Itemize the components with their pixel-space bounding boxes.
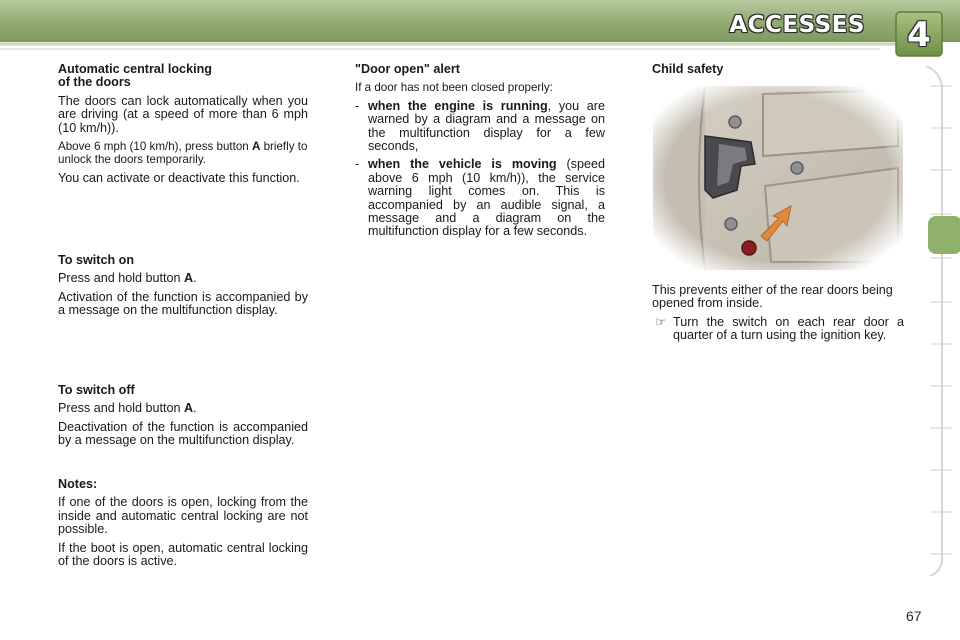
paragraph: The doors can lock automatically when you are driving (at a speed of more than 6 mph (10 km/h)).: [58, 93, 308, 135]
column-switch-off: [58, 384, 308, 453]
button-ref: A: [184, 401, 194, 416]
paragraph: If a door has not been closed properly:: [355, 81, 553, 95]
child-safety-switch-photo: [653, 86, 903, 270]
section-heading: Automatic central locking: [58, 62, 212, 76]
page-number: 67: [906, 608, 922, 624]
chapter-header: [0, 0, 960, 62]
active-chapter-tab: [928, 216, 960, 254]
dash-bullet: -: [355, 157, 360, 172]
column-door-open-alert: [355, 63, 605, 244]
paragraph: [58, 272, 308, 285]
pointing-hand-icon: ☞: [655, 314, 667, 329]
column-switch-on: [58, 254, 308, 323]
paragraph: This prevents either of the rear doors being opened from inside.: [652, 283, 893, 311]
list-item: [652, 316, 904, 343]
paragraph: If one of the doors is open, locking from the inside and automatic central locking are not possible.: [58, 495, 308, 537]
list-item: [355, 100, 605, 154]
chapter-side-tabs: [926, 66, 960, 576]
list-item: [355, 158, 605, 238]
paragraph: If the boot is open, automatic central locking of the doors is active.: [58, 540, 308, 569]
column-child-safety-title: [652, 63, 904, 81]
column-central-locking: [58, 63, 308, 190]
subheading-switch-on: To switch on: [58, 253, 135, 267]
button-ref: A: [184, 271, 194, 286]
text: Press and hold button: [58, 401, 185, 416]
column-notes: [58, 478, 308, 573]
text: Turn the switch on each rear door a quarter of a turn using the ignition key.: [673, 314, 904, 343]
paragraph-unlock: [58, 140, 308, 167]
text: (speed above 6 mph (10 km/h)), the service warning light comes on. This is accompanied by an audible signal, a message and a diagram on the multifunction display for a few seconds.: [368, 157, 605, 239]
subheading-switch-off: To switch off: [58, 383, 135, 397]
paragraph: Activation of the function is accompanied by a message on the multifunction display.: [58, 289, 308, 318]
section-heading: Child safety: [652, 62, 724, 76]
chapter-title: ACCESSES: [729, 12, 865, 38]
bold-text: when the vehicle is moving: [368, 157, 557, 172]
chapter-number: 4: [907, 15, 931, 55]
section-heading: "Door open" alert: [355, 62, 461, 76]
text: .: [193, 271, 197, 286]
text: Above 6 mph (10 km/h), press button: [58, 140, 252, 154]
column-child-safety-body: [652, 284, 904, 348]
text: Press and hold button: [58, 271, 185, 286]
dash-bullet: -: [355, 98, 360, 113]
text: briefly to unlock the doors temporarily.: [58, 140, 308, 167]
section-heading-line2: of the doors: [58, 75, 131, 90]
button-ref: A: [251, 140, 261, 154]
text: .: [193, 401, 197, 416]
paragraph: [58, 402, 308, 415]
subheading-notes: Notes:: [58, 477, 98, 491]
paragraph: Deactivation of the function is accompanied by a message on the multifunction display.: [58, 419, 308, 448]
bold-text: when the engine is running: [368, 98, 548, 113]
paragraph: You can activate or deactivate this function.: [58, 170, 300, 185]
text: , you are warned by a diagram and a message on the multifunction display for a few seconds,: [368, 98, 605, 154]
